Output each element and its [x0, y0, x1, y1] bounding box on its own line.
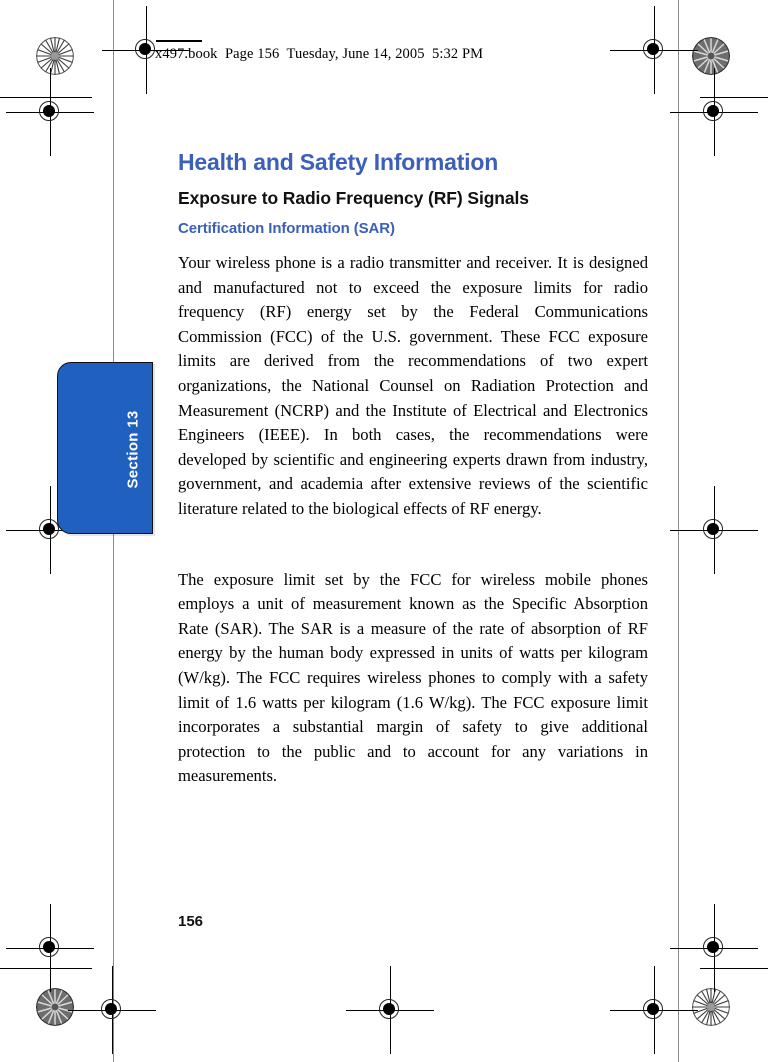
- crosshair-dot: [707, 105, 719, 117]
- registration-mark-bottom-left: [90, 988, 134, 1032]
- body-paragraph-2: The exposure limit set by the FCC for wireless mobile phones employs a unit of measurement known as the Specific Absorption Rate (SAR). The SAR is a measure of the rate of absorption of RF energy by the human body expressed in units of watts per kilogram (W/kg). The FCC requires wireless phones to comply with a safety limit of 1.6 watts per kilogram (1.6 W/kg). The FCC exposure limit incorporates a substantial margin of safety to give additional protection to the public and to account for any variations in measurements.: [178, 569, 648, 786]
- header-rule: [156, 40, 202, 42]
- trim-line-right: [678, 0, 679, 1062]
- body-paragraph-1: Your wireless phone is a radio transmitter and receiver. It is designed and manufactured not to exceed the exposure limits for radio frequency (RF) energy set by the Federal Communications Commission (FCC) of the U.S. government. These FCC exposure limits are derived from the recommendations of two expert organizations, the National Counsel on Radiation Protection and Measurement (NCRP) and the Institute of Electrical and Electronics Engineers (IEEE). In both cases, the recommendations were developed by scientific and engineering experts drawn from industry, government, and academia after extensive reviews of the scientific literature related to the biological effects of RF energy.: [178, 253, 648, 518]
- registration-mark-right-middle: [692, 508, 736, 552]
- crosshair-dot: [43, 105, 55, 117]
- star-target-glyph: [692, 988, 730, 1026]
- section-tab-label: Section 13: [124, 409, 142, 489]
- section-thumb-tab: [57, 362, 153, 534]
- star-density-target-bottom-left: [36, 988, 74, 1026]
- crosshair-dot: [647, 1003, 659, 1015]
- crosshair-dot: [105, 1003, 117, 1015]
- crosshair-dot: [43, 941, 55, 953]
- registration-mark-right-bottom: [692, 926, 736, 970]
- crosshair-dot: [707, 523, 719, 535]
- registration-mark-right-top: [692, 90, 736, 134]
- crosshair-dot: [139, 43, 151, 55]
- page-number: 156: [178, 913, 204, 930]
- star-density-target-top-left: [36, 37, 74, 75]
- text-column: [178, 150, 648, 789]
- crosshair-dot: [647, 43, 659, 55]
- book-file-header: x497.book Page 156 Tuesday, June 14, 2005 5:32 PM: [155, 46, 484, 62]
- registration-mark-left-top: [28, 90, 72, 134]
- star-target-glyph: [692, 37, 730, 75]
- page-title: Health and Safety Information: [178, 149, 499, 175]
- crosshair-dot: [383, 1003, 395, 1015]
- registration-mark-top-center-right: [632, 28, 676, 72]
- star-density-target-bottom-right: [692, 988, 730, 1026]
- star-density-target-top-right: [692, 37, 730, 75]
- star-target-glyph: [36, 37, 74, 75]
- crosshair-dot: [43, 523, 55, 535]
- registration-mark-bottom-center: [368, 988, 412, 1032]
- subsection-heading: Certification Information (SAR): [178, 219, 395, 237]
- section-heading: Exposure to Radio Frequency (RF) Signals: [178, 188, 529, 209]
- registration-mark-bottom-right: [632, 988, 676, 1032]
- registration-mark-left-bottom: [28, 926, 72, 970]
- star-target-glyph: [36, 988, 74, 1026]
- section-tab-label-wrapper: [120, 363, 146, 535]
- crosshair-dot: [707, 941, 719, 953]
